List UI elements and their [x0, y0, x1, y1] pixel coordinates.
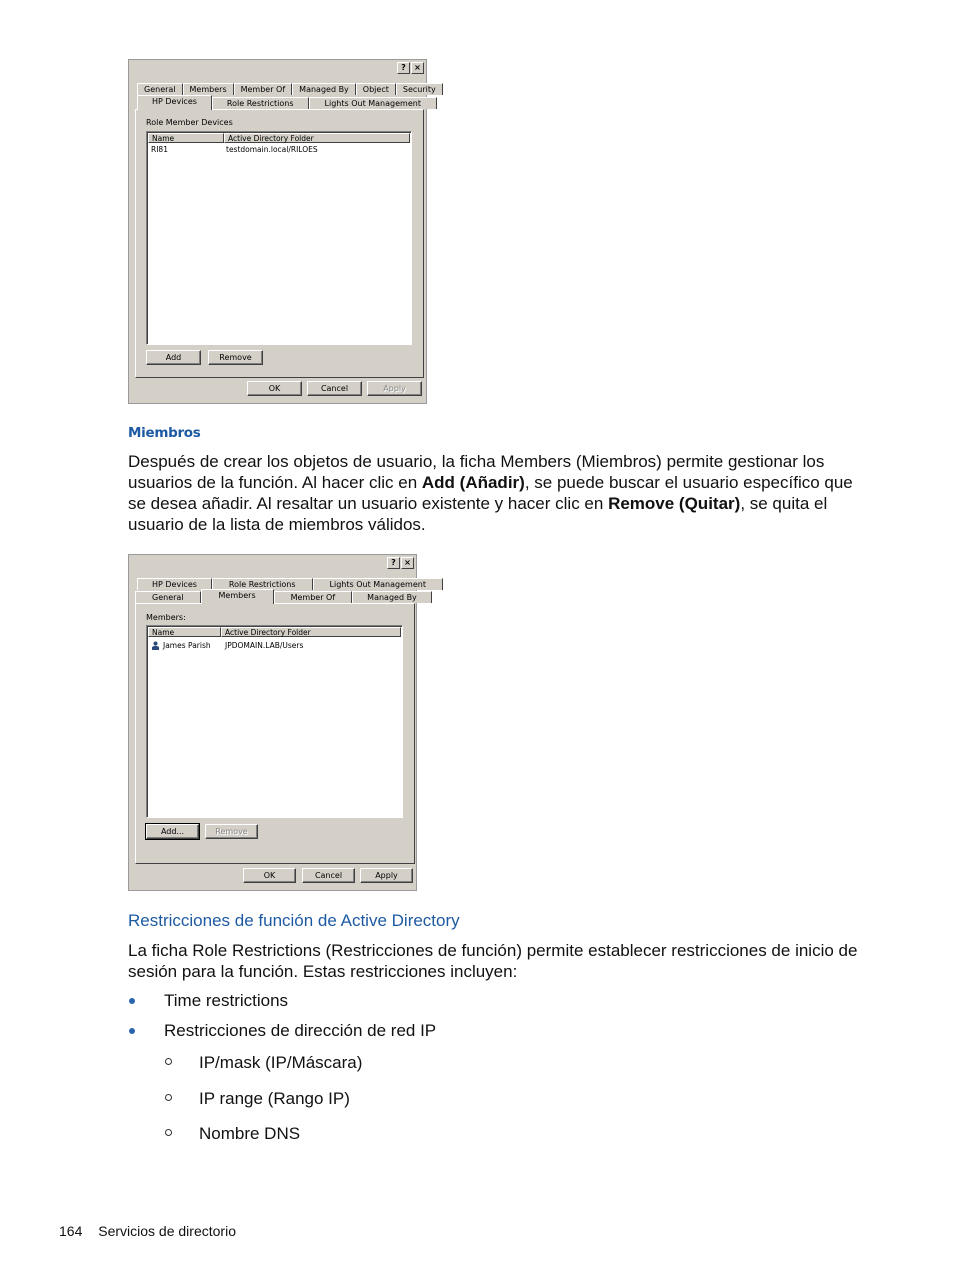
cancel-button[interactable]: Cancel	[307, 381, 362, 396]
section-heading-role-restrictions: Restricciones de función de Active Directory	[128, 911, 460, 930]
list-item[interactable]	[151, 145, 318, 154]
column-header-folder[interactable]: Active Directory Folder	[224, 133, 410, 143]
tab-row-bottom	[137, 97, 437, 109]
tab-hp-devices[interactable]: HP Devices	[137, 578, 212, 590]
remove-term: Remove (Quitar)	[608, 494, 741, 513]
tab-member-of[interactable]: Member Of	[234, 83, 293, 95]
tab-members[interactable]: Members	[183, 83, 234, 95]
tab-object[interactable]: Object	[356, 83, 396, 95]
tab-row-bottom	[135, 591, 432, 603]
title-buttons	[387, 557, 414, 569]
apply-button[interactable]: Apply	[367, 381, 422, 396]
item-folder: testdomain.local/RILOES	[226, 145, 318, 154]
tab-lights-out-management[interactable]: Lights Out Management	[313, 578, 443, 590]
list-header	[148, 627, 401, 637]
role-properties-dialog-hp-devices	[128, 59, 436, 404]
sub-bullet-ring-icon	[165, 1094, 172, 1101]
list-header	[148, 133, 410, 143]
bullet-dot-icon	[129, 998, 135, 1004]
bullet-item-time: Time restrictions	[164, 991, 289, 1010]
column-header-folder[interactable]: Active Directory Folder	[221, 627, 401, 637]
help-icon[interactable]: ?	[387, 557, 400, 569]
close-icon[interactable]: ×	[411, 62, 424, 74]
footer-section-title: Servicios de directorio	[98, 1223, 236, 1239]
close-icon[interactable]: ×	[401, 557, 414, 569]
tab-hp-devices[interactable]: HP Devices	[137, 95, 212, 110]
ok-button[interactable]: OK	[247, 381, 302, 396]
members-paragraph	[128, 451, 873, 535]
list-item[interactable]	[151, 641, 303, 650]
cancel-button[interactable]: Cancel	[302, 868, 355, 883]
add-button[interactable]: Add	[146, 350, 201, 365]
tab-row-top	[137, 578, 443, 590]
add-button[interactable]: Add...	[146, 824, 199, 839]
sub-bullet-ip-range: IP range (Rango IP)	[199, 1089, 350, 1108]
section-heading-miembros: Miembros	[128, 425, 201, 441]
column-header-name[interactable]: Name	[148, 133, 224, 143]
para-text-2: , se puede buscar el usuario específico que se desea añadir. Al resaltar un usuario existente y hacer clic en	[128, 473, 853, 513]
role-restrictions-paragraph: La ficha Role Restrictions (Restricciones de función) permite establecer restricciones de inicio de sesión para la función. Estas restricciones incluyen:	[128, 941, 858, 981]
apply-button[interactable]: Apply	[360, 868, 413, 883]
remove-button[interactable]: Remove	[208, 350, 263, 365]
list-label: Members:	[146, 613, 186, 622]
user-icon	[151, 641, 160, 650]
add-term: Add (Añadir)	[421, 473, 525, 492]
device-list[interactable]	[146, 131, 412, 345]
list-label: Role Member Devices	[146, 118, 233, 127]
members-list[interactable]	[146, 625, 403, 818]
para-text-1: Después de crear los objetos de usuario, la ficha Members (Miembros) permite gestionar los usuarios de la función. Al hacer clic en	[128, 452, 825, 492]
tab-role-restrictions[interactable]: Role Restrictions	[212, 578, 313, 590]
bullet-item-ip: Restricciones de dirección de red IP	[164, 1021, 437, 1040]
tab-members[interactable]: Members	[201, 589, 274, 604]
role-properties-dialog-members	[128, 554, 426, 891]
tab-security[interactable]: Security	[396, 83, 443, 95]
para-text-3: , se quita el usuario de la lista de miembros válidos.	[128, 494, 828, 534]
tab-member-of[interactable]: Member Of	[274, 591, 353, 603]
tab-managed-by[interactable]: Managed By	[352, 591, 432, 603]
sub-bullet-ip-mask: IP/mask (IP/Máscara)	[199, 1053, 363, 1072]
page-number: 164	[59, 1223, 83, 1239]
item-folder: JPDOMAIN.LAB/Users	[225, 641, 304, 650]
tab-lights-out-management[interactable]: Lights Out Management	[309, 97, 437, 109]
help-icon[interactable]: ?	[397, 62, 410, 74]
bullet-dot-icon	[129, 1028, 135, 1034]
tab-row-top	[137, 83, 443, 95]
tab-general[interactable]: General	[137, 83, 183, 95]
tab-role-restrictions[interactable]: Role Restrictions	[212, 97, 309, 109]
ok-button[interactable]: OK	[243, 868, 296, 883]
page-footer	[59, 1223, 236, 1239]
tab-managed-by[interactable]: Managed By	[292, 83, 356, 95]
sub-bullet-dns: Nombre DNS	[199, 1124, 301, 1143]
remove-button[interactable]: Remove	[205, 824, 258, 839]
column-header-name[interactable]: Name	[148, 627, 221, 637]
sub-bullet-ring-icon	[165, 1058, 172, 1065]
item-name: James Parish	[163, 641, 211, 650]
title-buttons	[397, 62, 424, 74]
item-name: RI81	[151, 145, 168, 154]
sub-bullet-ring-icon	[165, 1129, 172, 1136]
tab-general[interactable]: General	[135, 591, 201, 603]
